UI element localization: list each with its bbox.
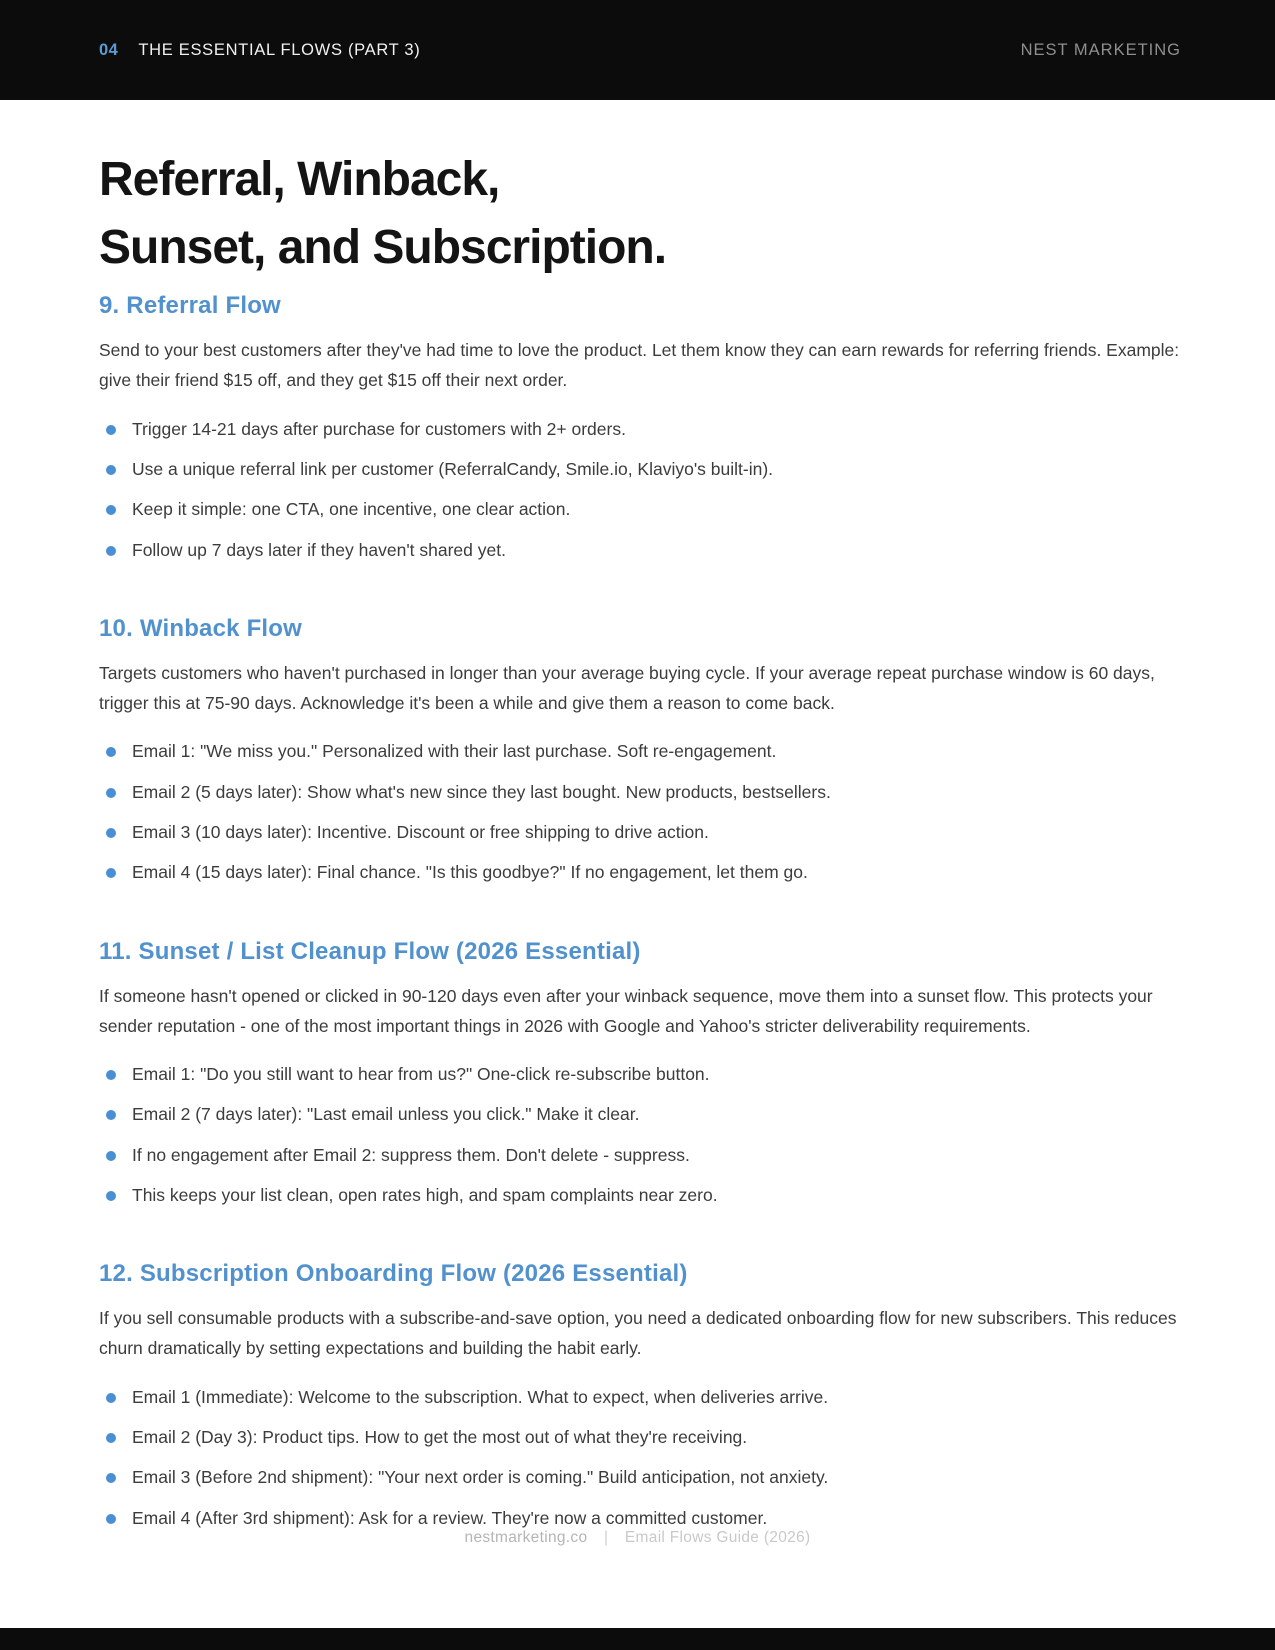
section-body: Targets customers who haven't purchased in longer than your average buying cycle. If your average repeat purchase window is 60 days, trigger this at 75-90 days. Acknowledge it's been a while and give them a reason to come back. (99, 663, 1155, 714)
sections-container (99, 292, 1185, 1531)
bullet-item (99, 1506, 1185, 1531)
bullet-text: Email 2 (Day 3): Product tips. How to get the most out of what they're receiving. (132, 1426, 748, 1447)
bullet-dot-icon (106, 505, 116, 515)
bullet-list (99, 1062, 1185, 1209)
bullet-text: Email 2 (7 days later): "Last email unless you click." Make it clear. (132, 1104, 640, 1125)
bullet-dot-icon (106, 1433, 116, 1443)
bullet-dot-icon (106, 1514, 116, 1524)
bullet-list (99, 739, 1185, 886)
bullet-item (99, 1465, 1185, 1490)
bullet-dot-icon (106, 465, 116, 475)
bullet-item (99, 497, 1185, 522)
bullet-text: Follow up 7 days later if they haven't shared yet. (132, 539, 506, 560)
section-body: If someone hasn't opened or clicked in 90-120 days even after your winback sequence, move them into a sunset flow. This protects your sender reputation - one of the most important things in 2026 with Google and Yahoo's stricter deliverability requirements. (99, 985, 1153, 1036)
flow-section (99, 1260, 1185, 1531)
bullet-item (99, 1385, 1185, 1410)
bullet-text: Email 2 (5 days later): Show what's new since they last bought. New products, bestsellers. (132, 781, 831, 802)
bullet-dot-icon (106, 1393, 116, 1403)
bullet-item (99, 1062, 1185, 1087)
bottom-bar (0, 1628, 1275, 1650)
bullet-text: Email 4 (15 days later): Final chance. "Is this goodbye?" If no engagement, let them go. (132, 862, 808, 883)
page-title (99, 146, 1185, 282)
bullet-item (99, 538, 1185, 563)
bullet-text: Email 4 (After 3rd shipment): Ask for a review. They're now a committed customer. (132, 1507, 768, 1528)
footer-site-link[interactable]: nestmarketing.co (464, 1529, 588, 1546)
bullet-text: Trigger 14-21 days after purchase for customers with 2+ orders. (132, 418, 626, 439)
page-title-line1: Referral, Winback, (99, 153, 500, 206)
page-footer (0, 1529, 1275, 1547)
bullet-dot-icon (106, 1070, 116, 1080)
page-header (0, 0, 1275, 100)
section-heading: 10. Winback Flow (99, 615, 303, 642)
bullet-list (99, 417, 1185, 564)
bullet-dot-icon (106, 1110, 116, 1120)
bullet-item (99, 1143, 1185, 1168)
bullet-dot-icon (106, 828, 116, 838)
bullet-text: Email 1: "We miss you." Personalized with their last purchase. Soft re-engagement. (132, 741, 777, 762)
section-body: If you sell consumable products with a subscribe-and-save option, you need a dedicated onboarding flow for new subscribers. This reduces churn dramatically by setting expectations and building the habit early. (99, 1308, 1177, 1359)
section-heading: 9. Referral Flow (99, 292, 281, 320)
bullet-dot-icon (106, 546, 116, 556)
flow-section (99, 938, 1185, 1209)
bullet-dot-icon (106, 747, 116, 757)
bullet-text: This keeps your list clean, open rates high, and spam complaints near zero. (132, 1185, 718, 1205)
bullet-dot-icon (106, 788, 116, 798)
bullet-dot-icon (106, 1473, 116, 1483)
bullet-text: Email 3 (Before 2nd shipment): "Your next order is coming." Build anticipation, not anxiety. (132, 1467, 829, 1488)
page-title-line2: Sunset, and Subscription. (99, 221, 667, 275)
section-body: Send to your best customers after they've had time to love the product. Let them know they can earn rewards for referring friends. Example: give their friend $15 off, and they get $15 off their next order. (99, 340, 1180, 391)
bullet-list (99, 1385, 1185, 1532)
bullet-item (99, 457, 1185, 482)
section-heading: 11. Sunset / List Cleanup Flow (2026 Essential) (99, 937, 641, 965)
bullet-item (99, 1183, 1185, 1208)
bullet-item (99, 820, 1185, 845)
bullet-item (99, 1102, 1185, 1127)
footer-doc-title: Email Flows Guide (2026) (624, 1529, 811, 1546)
bullet-dot-icon (106, 1151, 116, 1161)
bullet-dot-icon (106, 868, 116, 878)
header-section-title: THE ESSENTIAL FLOWS (PART 3) (138, 40, 421, 59)
bullet-text: Email 1: "Do you still want to hear from us?" One-click re-subscribe button. (132, 1063, 710, 1084)
bullet-item (99, 780, 1185, 805)
bullet-text: Email 1 (Immediate): Welcome to the subscription. What to expect, when deliveries arrive. (132, 1386, 829, 1407)
bullet-item (99, 417, 1185, 442)
header-left (99, 41, 421, 60)
bullet-item (99, 1425, 1185, 1450)
bullet-text: Use a unique referral link per customer (ReferralCandy, Smile.io, Klaviyo's built-in). (132, 458, 774, 479)
page-content (0, 100, 1275, 1531)
bullet-item (99, 860, 1185, 885)
section-heading: 12. Subscription Onboarding Flow (2026 Essential) (99, 1260, 688, 1288)
page-number: 04 (99, 40, 119, 59)
bullet-text: Email 3 (10 days later): Incentive. Discount or free shipping to drive action. (132, 821, 709, 842)
flow-section (99, 292, 1185, 563)
footer-separator: | (603, 1529, 609, 1546)
bullet-item (99, 739, 1185, 764)
bullet-text: Keep it simple: one CTA, one incentive, one clear action. (132, 499, 571, 520)
bullet-text: If no engagement after Email 2: suppress them. Don't delete - suppress. (132, 1144, 690, 1165)
bullet-dot-icon (106, 425, 116, 435)
flow-section (99, 615, 1185, 886)
brand-name: NEST MARKETING (1020, 40, 1181, 59)
bullet-dot-icon (106, 1191, 116, 1201)
